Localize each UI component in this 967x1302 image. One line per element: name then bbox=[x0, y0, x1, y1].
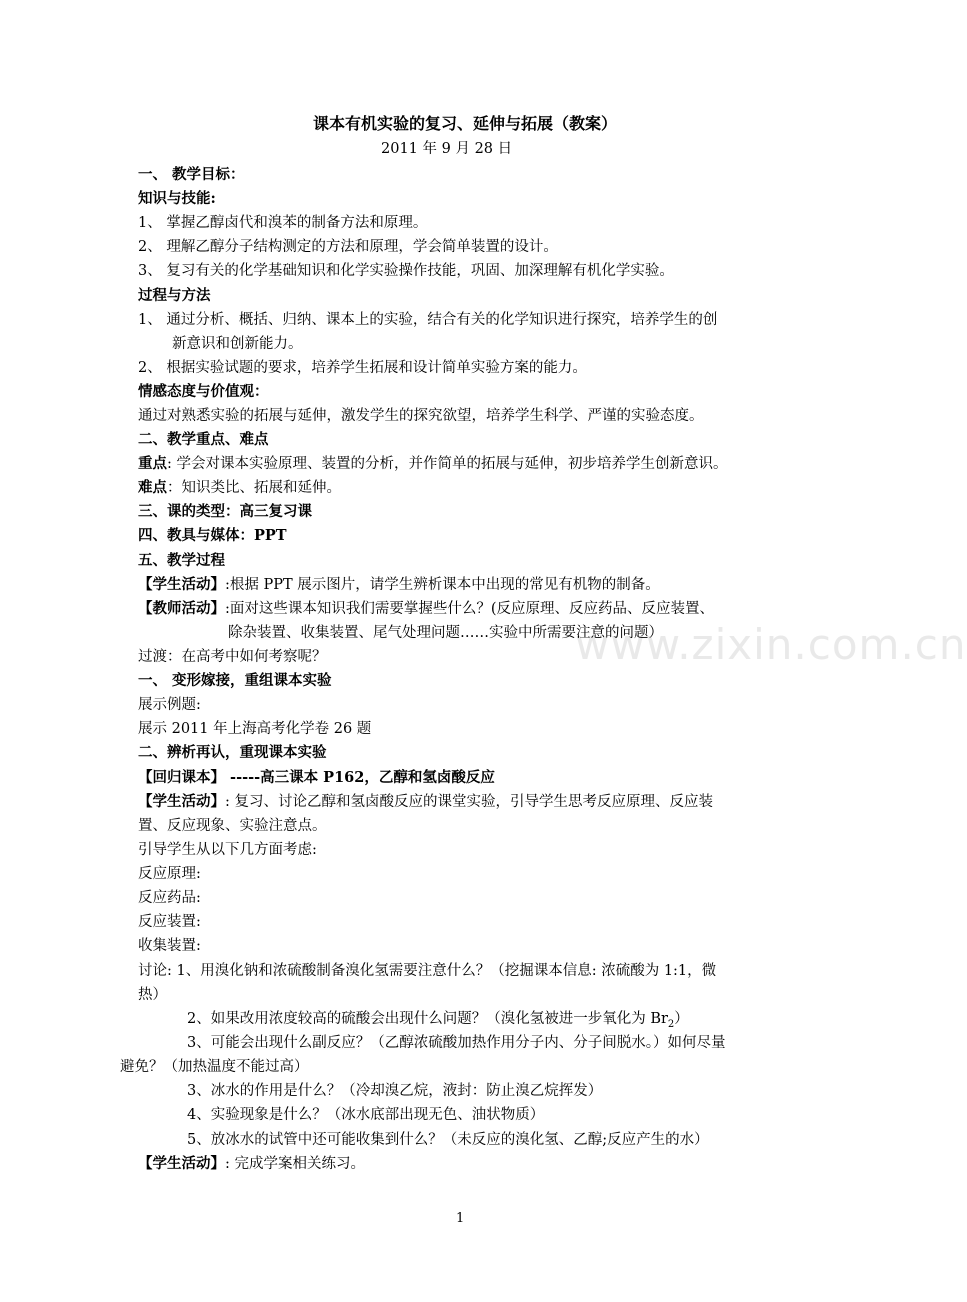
key-point-text: : 学会对课本实验原理、装置的分析，并作简单的拓展与延伸，初步培养学生创新意识。 bbox=[167, 456, 728, 472]
discussion-2-text: 2、如果改用浓度较高的硫酸会出现什么问题？（溴化氢被进一步氧化为 Br bbox=[187, 1011, 668, 1027]
reaction-apparatus: 反应装置: bbox=[138, 914, 201, 930]
student-activity-3 bbox=[138, 1154, 365, 1174]
attitude-text: 通过对熟悉实验的拓展与延伸，激发学生的探究欲望，培养学生科学、严谨的实验态度。 bbox=[138, 408, 704, 424]
goal-item-2: 2、 理解乙醇分子结构测定的方法和原理，学会简单装置的设计。 bbox=[138, 239, 558, 255]
student-activity-label: 【学生活动】 bbox=[138, 576, 225, 593]
student-activity-3-text: : 完成学案相关练习。 bbox=[225, 1156, 365, 1172]
process-item-1: 1、 通过分析、概括、归纳、课本上的实验，结合有关的化学知识进行探究，培养学生的创 bbox=[138, 312, 718, 328]
discussion-2 bbox=[187, 1009, 689, 1035]
student-activity-text: :根据 PPT 展示图片，请学生辨析课本中出现的常见有机物的制备。 bbox=[225, 577, 660, 593]
section-2-heading: 二、教学重点、难点 bbox=[138, 431, 269, 448]
subscript-2: 2 bbox=[667, 1018, 675, 1030]
reaction-principle: 反应原理: bbox=[138, 866, 201, 882]
watermark: www.zixin.com.cn bbox=[575, 620, 967, 669]
guide-text: 引导学生从以下几方面考虑: bbox=[138, 842, 317, 858]
goal-item-1: 1、 掌握乙醇卤代和溴苯的制备方法和原理。 bbox=[138, 215, 428, 231]
discussion-1: 讨论: 1、用溴化钠和浓硫酸制备溴化氢需要注意什么？（挖掘课本信息: 浓硫酸为 1:1，微 bbox=[138, 963, 717, 979]
process-item-1-cont: 新意识和创新能力。 bbox=[172, 336, 303, 352]
goal-item-3: 3、 复习有关的化学基础知识和化学实验操作技能，巩固、加深理解有机化学实验。 bbox=[138, 263, 674, 279]
show-example-text: 展示 2011 年上海高考化学卷 26 题 bbox=[138, 721, 372, 737]
section-1-heading: 一、 教学目标： bbox=[138, 166, 245, 183]
teacher-activity-text: :面对这些课本知识我们需要掌握些什么？(反应原理、反应药品、反应装置、 bbox=[225, 601, 715, 617]
section-5-heading: 五、教学过程 bbox=[138, 552, 225, 569]
key-point-label: 重点 bbox=[138, 455, 167, 472]
reaction-reagents: 反应药品: bbox=[138, 890, 201, 906]
discussion-1-cont: 热） bbox=[138, 987, 167, 1003]
discussion-3: 3、可能会出现什么副反应？（乙醇浓硫酸加热作用分子内、分子间脱水。）如何尽量 bbox=[187, 1035, 726, 1051]
heading-reproduce-experiments: 二、辨析再认，重现课本实验 bbox=[138, 744, 327, 761]
heading-graft-experiments: 一、 变形嫁接，重组课本实验 bbox=[138, 672, 332, 689]
section-4-heading: 四、教具与媒体：PPT bbox=[138, 527, 287, 544]
document-date: 2011 年 9 月 28 日 bbox=[381, 141, 513, 157]
student-activity-3-label: 【学生活动】 bbox=[138, 1155, 225, 1172]
difficulty-point bbox=[138, 478, 341, 498]
subheading-knowledge: 知识与技能: bbox=[138, 190, 216, 207]
student-activity-1 bbox=[138, 575, 660, 595]
return-to-textbook bbox=[138, 768, 495, 788]
student-activity-2-label: 【学生活动】 bbox=[138, 793, 225, 810]
difficulty-label: 难点 bbox=[138, 479, 167, 496]
return-label: 【回归课本】 bbox=[138, 769, 225, 786]
section-3-heading: 三、课的类型：高三复习课 bbox=[138, 503, 312, 520]
discussion-5: 4、实验现象是什么？（冰水底部出现无色、油状物质） bbox=[187, 1107, 545, 1123]
discussion-6: 5、放冰水的试管中还可能收集到什么？（未反应的溴化氢、乙醇;反应产生的水） bbox=[187, 1132, 709, 1148]
student-activity-2 bbox=[138, 792, 713, 812]
page-number: 1 bbox=[456, 1211, 465, 1226]
teacher-activity bbox=[138, 599, 714, 619]
discussion-2-end: ） bbox=[674, 1011, 689, 1027]
collection-apparatus: 收集装置: bbox=[138, 938, 201, 954]
teacher-activity-label: 【教师活动】 bbox=[138, 600, 225, 617]
transition-text: 过渡：在高考中如何考察呢？ bbox=[138, 649, 327, 665]
discussion-3-cont: 避免？（加热温度不能过高） bbox=[120, 1059, 309, 1075]
teacher-activity-cont: 除杂装置、收集装置、尾气处理问题……实验中所需要注意的问题） bbox=[228, 625, 663, 641]
document-title: 课本有机实验的复习、延伸与拓展（教案） bbox=[313, 114, 618, 133]
student-activity-2-text: : 复习、讨论乙醇和氢卤酸反应的课堂实验，引导学生思考反应原理、反应装 bbox=[225, 794, 713, 810]
subheading-attitude: 情感态度与价值观： bbox=[138, 383, 269, 400]
return-text: -----高三课本 P162，乙醇和氢卤酸反应 bbox=[225, 769, 495, 786]
subheading-process: 过程与方法 bbox=[138, 287, 211, 304]
discussion-4: 3、冰水的作用是什么？（冷却溴乙烷，液封：防止溴乙烷挥发） bbox=[187, 1083, 603, 1099]
student-activity-2-cont: 置、反应现象、实验注意点。 bbox=[138, 818, 327, 834]
process-item-2: 2、 根据实验试题的要求，培养学生拓展和设计简单实验方案的能力。 bbox=[138, 360, 587, 376]
show-example-label: 展示例题: bbox=[138, 697, 201, 713]
key-point bbox=[138, 454, 728, 474]
difficulty-text: ：知识类比、拓展和延伸。 bbox=[167, 480, 341, 496]
